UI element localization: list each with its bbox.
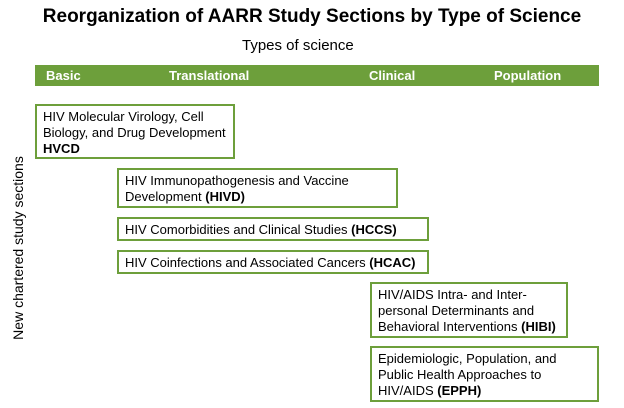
section-name: HIV/AIDS Intra- and Inter- <box>378 287 527 302</box>
section-name: HIV Molecular Virology, Cell <box>43 109 204 124</box>
section-box-hccs <box>117 217 429 241</box>
section-name: HIV Comorbidities and Clinical Studies <box>125 222 348 237</box>
section-code: (HIBI) <box>521 319 556 334</box>
section-name: Biology, and Drug Development <box>43 125 226 140</box>
section-box-hibi <box>370 282 568 338</box>
section-name: Development <box>125 189 202 204</box>
axis-title-study-sections: New chartered study sections <box>10 156 26 340</box>
axis-title-types-of-science: Types of science <box>242 37 354 54</box>
section-code: (HCCS) <box>351 222 397 237</box>
section-box-hcac <box>117 250 429 274</box>
section-name: Public Health Approaches to <box>378 367 542 382</box>
section-code: (EPPH) <box>437 383 482 398</box>
science-type-translational: Translational <box>169 68 250 83</box>
section-code: HVCD <box>43 141 80 156</box>
section-code: (HIVD) <box>205 189 245 204</box>
section-name: HIV Immunopathogenesis and Vaccine <box>125 173 349 188</box>
science-type-basic: Basic <box>46 68 81 83</box>
science-type-population: Population <box>494 68 562 83</box>
diagram-title: Reorganization of AARR Study Sections by Type of Science <box>42 6 582 27</box>
section-name: personal Determinants and <box>378 303 535 318</box>
science-type-bar <box>35 65 599 86</box>
section-box-epph <box>370 346 599 402</box>
science-type-clinical: Clinical <box>369 68 416 83</box>
section-code: (HCAC) <box>369 255 416 270</box>
section-box-hivd <box>117 168 398 208</box>
section-box-hvcd <box>35 104 235 159</box>
section-name: HIV/AIDS <box>378 383 434 398</box>
section-name: Behavioral Interventions <box>378 319 518 334</box>
section-name: HIV Coinfections and Associated Cancers <box>125 255 366 270</box>
section-name: Epidemiologic, Population, and <box>378 351 557 366</box>
